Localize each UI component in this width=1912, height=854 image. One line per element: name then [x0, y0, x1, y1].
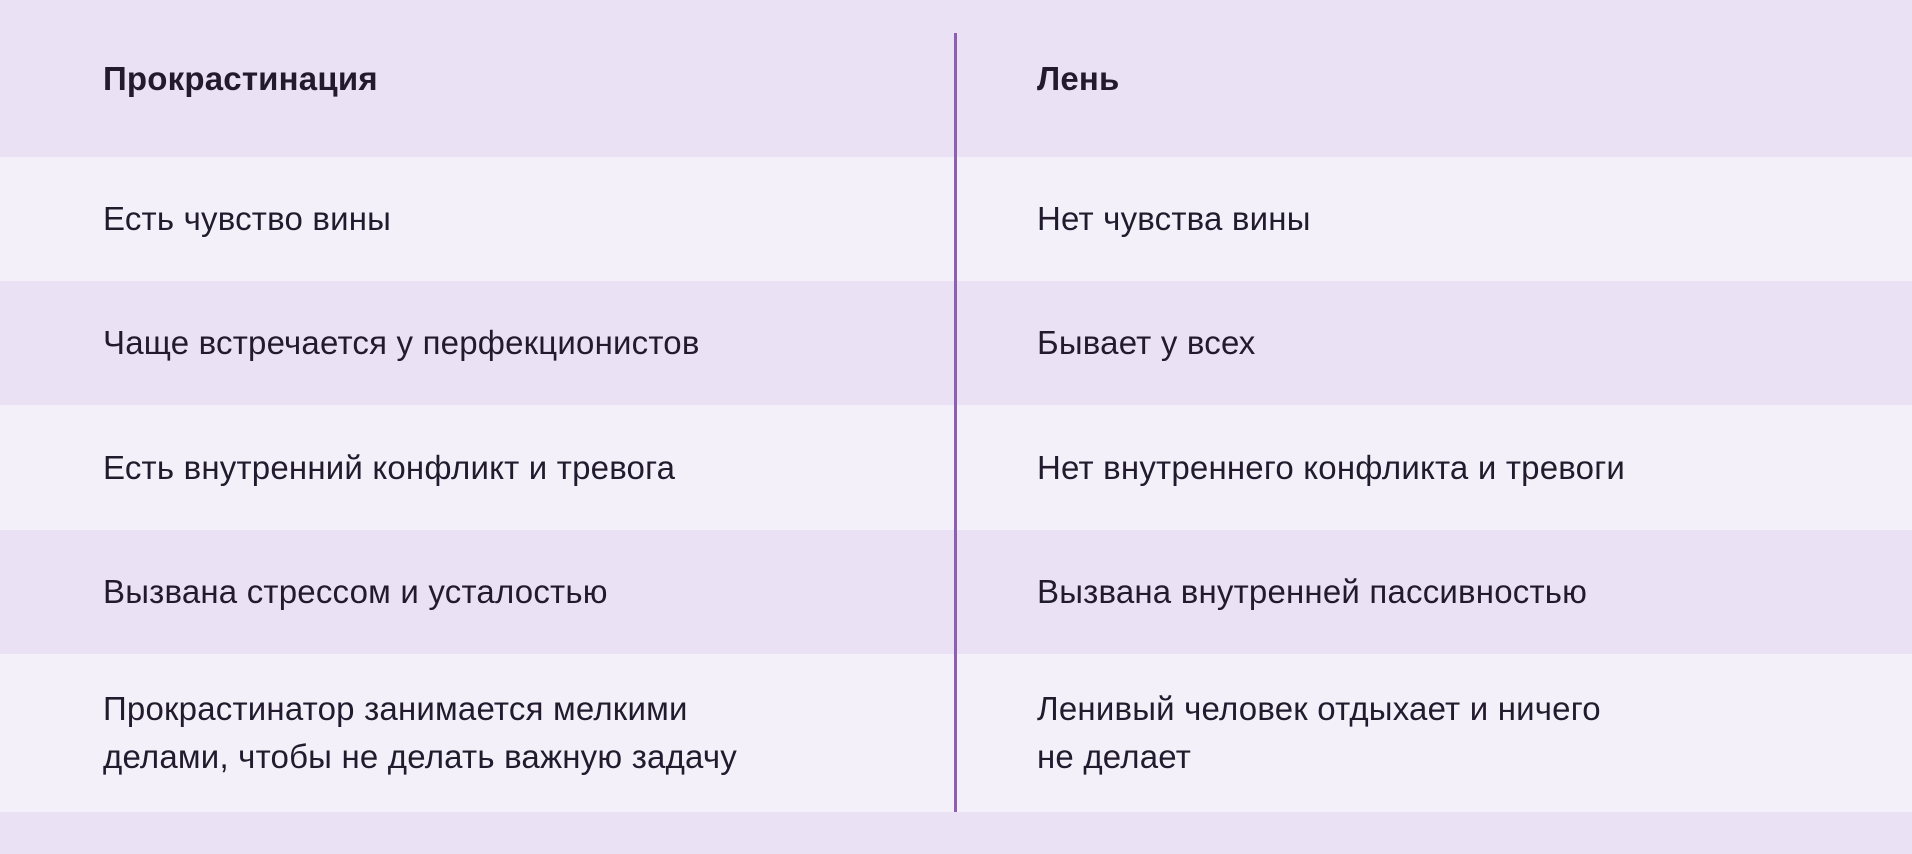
table-cell-right	[954, 530, 1912, 654]
column-header-laziness: Лень	[1037, 59, 1120, 97]
cell-text: Вызвана внутренней пассивностью	[1037, 573, 1588, 610]
header-cell-laziness	[954, 0, 1912, 157]
cell-text-line: не делает	[1037, 738, 1192, 775]
cell-text-line: делами, чтобы не делать важную задачу	[103, 738, 737, 775]
cell-text-line: Ленивый человек отдыхает и ничего	[1037, 690, 1601, 727]
table-cell-left	[0, 157, 954, 281]
table-cell-right	[954, 654, 1912, 812]
column-header-procrastination: Прокрастинация	[103, 59, 378, 97]
cell-text: Вызвана стрессом и усталостью	[103, 573, 608, 610]
table-cell-left	[0, 405, 954, 530]
cell-text: Бывает у всех	[1037, 324, 1256, 361]
cell-text: Чаще встречается у перфекционистов	[103, 324, 700, 361]
table-cell-right	[954, 281, 1912, 405]
cell-text-line: Прокрастинатор занимается мелкими	[103, 690, 688, 727]
column-divider	[954, 33, 957, 812]
bottom-strip	[0, 812, 1912, 854]
header-cell-procrastination	[0, 0, 954, 157]
cell-text: Есть чувство вины	[103, 200, 392, 237]
cell-text: Нет чувства вины	[1037, 200, 1311, 237]
table-cell-left	[0, 654, 954, 812]
table-cell-right	[954, 405, 1912, 530]
table-cell-right	[954, 157, 1912, 281]
table-cell-left	[0, 530, 954, 654]
cell-text: Нет внутреннего конфликта и тревоги	[1037, 448, 1626, 486]
table-cell-left	[0, 281, 954, 405]
cell-text: Есть внутренний конфликт и тревога	[103, 448, 676, 486]
